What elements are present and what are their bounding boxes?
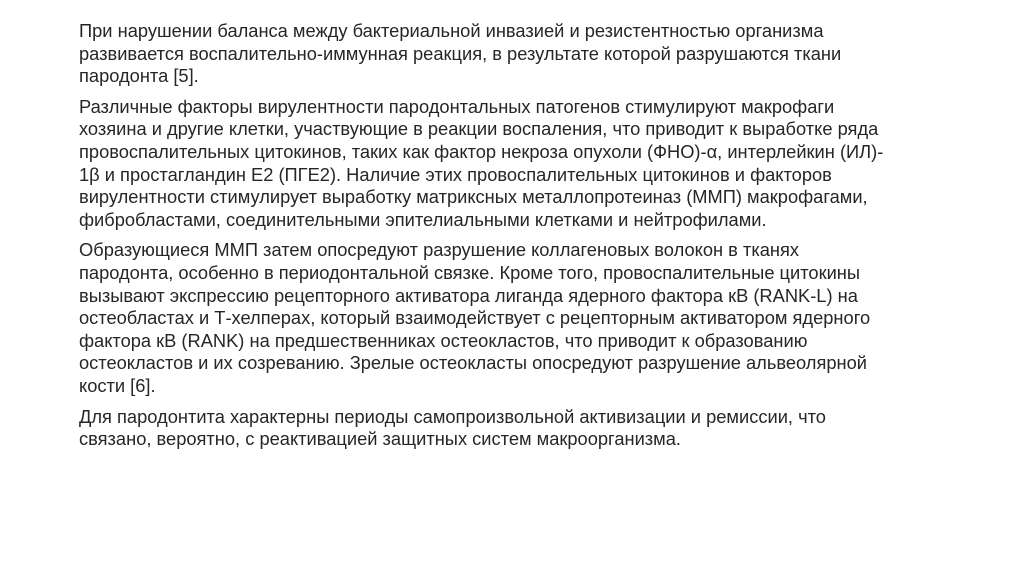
text-line: фибробластами, соединительными эпителиальными клетками и нейтрофилами. <box>79 208 767 230</box>
paragraph-1 <box>79 20 979 88</box>
text-line: кости [6]. <box>79 374 156 396</box>
text-line: 1β и простагландин E2 (ПГЕ2). Наличие этих провоспалительных цитокинов и факторов <box>79 163 832 185</box>
text-line: хозяина и другие клетки, участвующие в реакции воспаления, что приводит к выработке ряда <box>79 118 879 140</box>
text-line: развивается воспалительно-иммунная реакция, в результате которой разрушаются ткани <box>79 42 842 64</box>
text-line: пародонта [5]. <box>79 65 199 87</box>
text-line: Для пародонтита характерны периоды самопроизвольной активизации и ремиссии, что <box>79 405 826 427</box>
paragraph-4 <box>79 406 979 451</box>
text-line: При нарушении баланса между бактериальной инвазией и резистентностью организма <box>79 20 824 41</box>
text-line: провоспалительных цитокинов, таких как фактор некроза опухоли (ФНО)-α, интерлейкин (ИЛ)- <box>79 140 884 162</box>
text-body <box>79 20 979 459</box>
text-line: остеобластах и Т-хелперах, который взаимодействует с рецепторным активатором ядерного <box>79 307 871 329</box>
text-line: вирулентности стимулирует выработку матриксных металлопротеиназ (ММП) макрофагами, <box>79 186 868 208</box>
text-line: Различные факторы вирулентности пародонтальных патогенов стимулируют макрофаги <box>79 95 835 117</box>
text-line: вызывают экспрессию рецепторного активатора лиганда ядерного фактора кВ (RANK-L) на <box>79 284 858 306</box>
text-line: пародонта, особенно в периодонтальной связке. Кроме того, провоспалительные цитокины <box>79 261 861 283</box>
text-line: связано, вероятно, с реактивацией защитных систем макроорганизма. <box>79 428 681 450</box>
text-line: остеокластов и их созреванию. Зрелые остеокласты опосредуют разрушение альвеолярной <box>79 352 867 374</box>
text-line: фактора кВ (RANK) на предшественниках остеокластов, что приводит к образованию <box>79 329 808 351</box>
paragraph-3 <box>79 239 979 397</box>
paragraph-2 <box>79 96 979 232</box>
text-line: Образующиеся ММП затем опосредуют разрушение коллагеновых волокон в тканях <box>79 239 800 261</box>
